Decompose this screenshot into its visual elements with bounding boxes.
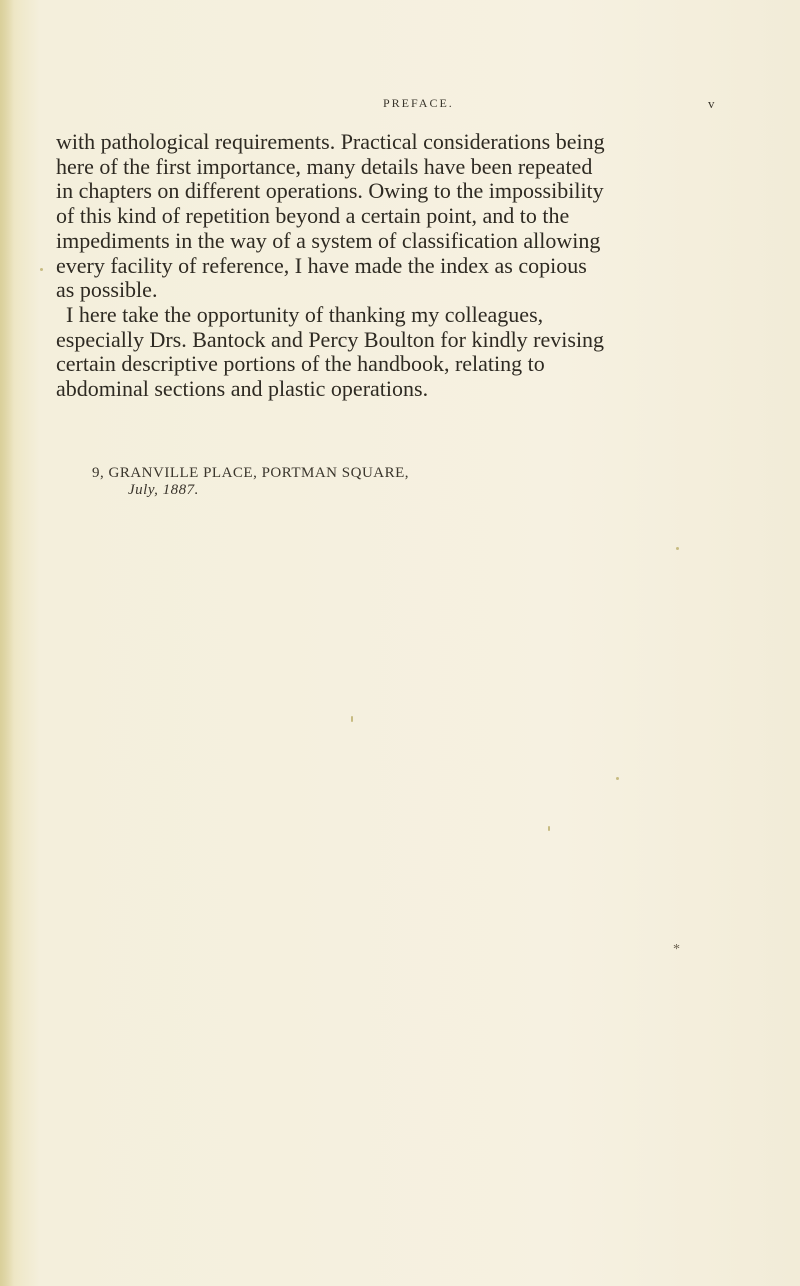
- text-line: in chapters on different operations. Owing to the impossibility: [56, 178, 604, 204]
- text-line: I here take the opportunity of thanking my colleagues,: [66, 301, 544, 327]
- text-line: here of the first importance, many details have been repeated: [56, 153, 593, 179]
- ink-speck: [351, 716, 353, 722]
- signature-block: [92, 465, 612, 499]
- text-line: every facility of reference, I have made the index as copious: [56, 252, 587, 278]
- paragraph: [56, 130, 746, 303]
- ink-speck: [676, 547, 679, 550]
- text-line: certain descriptive portions of the handbook, relating to: [56, 351, 545, 377]
- ink-speck: [548, 826, 550, 831]
- text-line: as possible.: [56, 277, 158, 303]
- binding-shadow: [0, 0, 14, 1286]
- signature-address: 9, GRANVILLE PLACE, PORTMAN SQUARE,: [92, 465, 410, 481]
- signature-date: July, 1887.: [128, 482, 199, 498]
- paragraph: [56, 303, 746, 402]
- running-head: [0, 76, 800, 111]
- ink-speck: [40, 268, 43, 271]
- text-line: with pathological requirements. Practical considerations being: [56, 129, 605, 154]
- text-line: of this kind of repetition beyond a certain point, and to the: [56, 203, 570, 229]
- body-text: [56, 130, 746, 402]
- running-head-title: PREFACE.: [383, 96, 454, 110]
- text-line: especially Drs. Bantock and Percy Boulton for kindly revising: [56, 326, 605, 352]
- text-line: abdominal sections and plastic operations.: [56, 376, 429, 402]
- text-line: impediments in the way of a system of classification allowing: [56, 227, 601, 253]
- asterisk-mark: *: [673, 942, 680, 957]
- ink-speck: [616, 777, 619, 780]
- page-number: v: [708, 96, 715, 111]
